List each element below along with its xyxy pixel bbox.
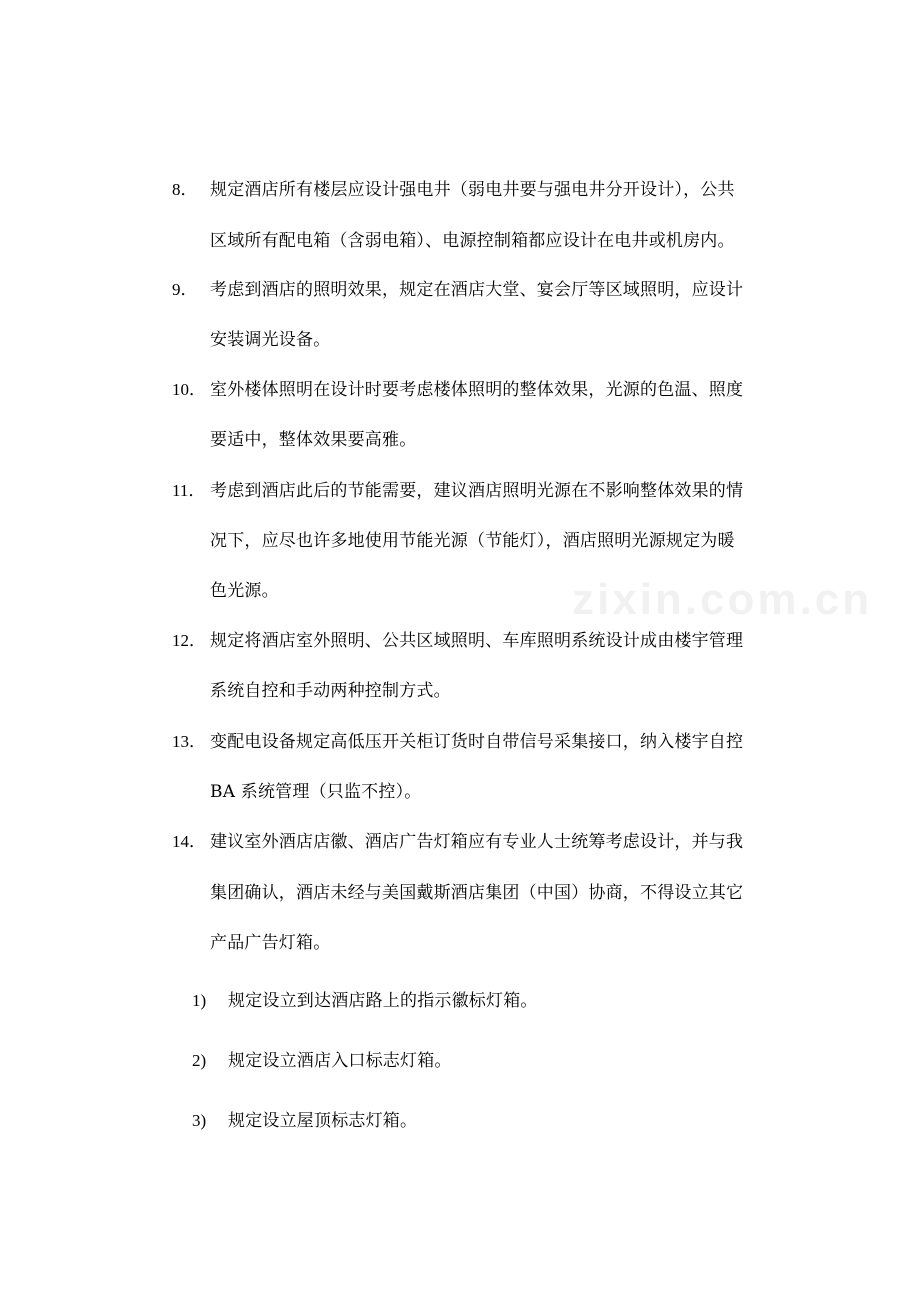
item-13-line-2: BA 系统管理（只监不控）。 [210, 782, 422, 802]
item-8-number: 8． [172, 180, 198, 199]
item-10-line-2: 要适中，整体效果要高雅。 [210, 430, 417, 450]
item-14-line-3: 产品广告灯箱。 [210, 933, 331, 953]
item-9-line-1: 考虑到酒店的照明效果，规定在酒店大堂、宴会厅等区域照明，应设计 [210, 280, 744, 300]
item-11-line-2: 况下，应尽也许多地使用节能光源（节能灯），酒店照明光源规定为暖 [210, 531, 735, 551]
item-11-number: 11． [172, 481, 206, 500]
item-9-number: 9． [172, 280, 198, 299]
subitem-3-number: 3) [192, 1111, 207, 1130]
item-9-line-2: 安装调光设备。 [210, 330, 331, 350]
item-12-line-2: 系统自控和手动两种控制方式。 [210, 681, 451, 701]
subitem-3-text: 规定设立屋顶标志灯箱。 [228, 1111, 418, 1131]
item-14-line-1: 建议室外酒店店徽、酒店广告灯箱应有专业人士统筹考虑设计，并与我 [210, 832, 744, 852]
item-11-line-1: 考虑到酒店此后的节能需要，建议酒店照明光源在不影响整体效果的情 [210, 481, 744, 501]
item-8-line-2: 区域所有配电箱（含弱电箱）、电源控制箱都应设计在电井或机房内。 [210, 231, 735, 251]
item-10-number: 10． [172, 380, 206, 399]
item-10-line-1: 室外楼体照明在设计时要考虑楼体照明的整体效果，光源的色温、照度 [210, 380, 744, 400]
item-14-line-2: 集团确认，酒店未经与美国戴斯酒店集团（中国）协商，不得设立其它 [210, 883, 744, 903]
watermark: zixin.com.cn [572, 575, 873, 624]
subitem-2-text: 规定设立酒店入口标志灯箱。 [228, 1051, 452, 1071]
item-13-line-1: 变配电设备规定高低压开关柜订货时自带信号采集接口，纳入楼宇自控 [210, 732, 744, 752]
subitem-1-number: 1) [192, 991, 207, 1010]
subitem-1-text: 规定设立到达酒店路上的指示徽标灯箱。 [228, 991, 538, 1011]
subitem-2-number: 2) [192, 1051, 207, 1070]
item-12-number: 12． [172, 631, 206, 650]
item-12-line-1: 规定将酒店室外照明、公共区域照明、车库照明系统设计成由楼宇管理 [210, 631, 744, 651]
item-13-number: 13． [172, 732, 206, 751]
item-11-line-3: 色光源。 [210, 581, 279, 601]
item-14-number: 14． [172, 832, 206, 851]
item-8-line-1: 规定酒店所有楼层应设计强电井（弱电井要与强电井分开设计），公共 [210, 180, 735, 200]
